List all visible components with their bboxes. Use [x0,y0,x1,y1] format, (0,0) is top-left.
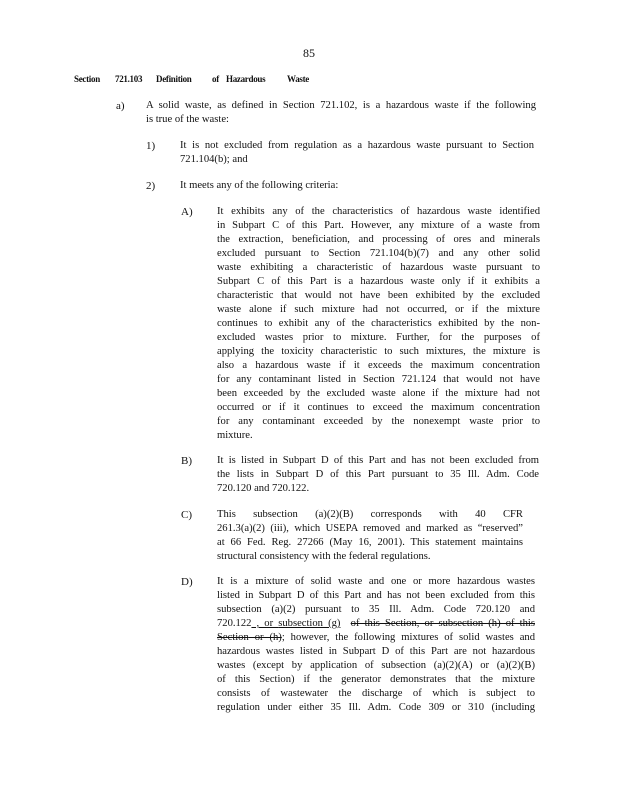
text-line: 720.120 and 720.122. [217,483,310,494]
text-line: It is not excluded from regulation as a hazardous waste pursuant to Section [180,140,534,151]
item-A-text [217,205,540,443]
text-line: at 66 Fed. Reg. 27266 (May 16, 2001). This statement maintains [217,537,523,548]
text-line: continues to exhibit any of the characteristics exhibited by the non- [217,318,540,329]
text-line: subsection (a)(2) pursuant to 35 Ill. Adm. Code 720.120 and [217,604,535,615]
text-line: is true of the waste: [146,114,229,125]
item-A-marker: A) [181,206,193,218]
text-line: Subpart C of this Part is a hazardous waste only if it exhibits a [217,276,540,287]
text-line: the lists in Subpart D of this Part pursuant to 35 Ill. Adm. Code [217,469,539,480]
title-word-2: of [212,74,219,84]
text-line: for any contaminant listed in Section 721.124 that would not have [217,374,540,385]
subsection-a-text [146,99,536,127]
item-C-marker: C) [181,509,192,521]
text-line: listed in Subpart D of this Part and has not been excluded from this [217,590,535,601]
text-line: of this Section) if the generator demonstrates that the mixture [217,674,535,685]
title-word-4: Waste [287,74,309,84]
text-line: excluded pursuant to Section 721.104(b)(7) and any other solid [217,248,540,259]
item-2-marker: 2) [146,180,156,192]
text-line: 261.3(a)(2) (iii), which USEPA removed and marked as “reserved” [217,523,523,534]
item-D-text [217,575,535,715]
page-number: 85 [303,46,315,60]
text-run: 720.122 [217,618,252,629]
text-line: structural consistency with the federal regulations. [217,551,431,562]
text-line: waste exhibiting a characteristic of hazardous waste pursuant to [217,262,540,273]
text-line: It exhibits any of the characteristics of hazardous waste identified [217,206,540,217]
text-line: mixture. [217,430,253,441]
text-line: This subsection (a)(2)(B) corresponds with 40 CFR [217,509,523,520]
text-line: occurred or if it continues to exceed the maximum concentration [217,402,540,413]
text-line: also a hazardous waste if it exceeds the maximum concentration [217,360,540,371]
section-label: Section [74,74,100,84]
text-line: waste alone if such mixture had not occurred, or if the mixture [217,304,540,315]
text-line: It meets any of the following criteria: [180,180,339,191]
item-B-marker: B) [181,455,192,467]
text-line: consists of wastewater the discharge of which is subject to [217,688,535,699]
text-line: in Subpart C of this Part. However, any mixture of a waste from [217,220,540,231]
item-1-marker: 1) [146,140,156,152]
item-C-text [217,508,523,564]
inserted-text: subsection (g) [278,618,341,629]
item-D-marker: D) [181,576,193,588]
text-line: the extraction, beneficiation, and processing of ores and minerals [217,234,540,245]
inserted-text: , or [251,618,279,629]
text-line: excluded wastes prior to mixture. Further, for the purposes of [217,332,540,343]
subsection-a-marker: a) [116,100,125,112]
text-line-amended [217,617,535,631]
deleted-text: Section [217,632,249,643]
item-B-text [217,454,539,496]
item-1-text [180,139,534,167]
text-line: applying the toxicity characteristic to such mixtures, the mixture is [217,346,540,357]
text-line: characteristic that would not have been exhibited by the excluded [217,290,540,301]
text-line: 721.104(b); and [180,154,248,165]
section-number: 721.103 [115,74,143,84]
text-line: wastes (except by application of subsection (a)(2)(A) or (a)(2)(B) [217,660,535,671]
text-line: regulation under either 35 Ill. Adm. Code 309 or 310 (including [217,702,535,713]
deleted-text: or (h) [248,632,282,643]
title-word-3: Hazardous [226,74,266,84]
text-line: hazardous wastes listed in Subpart D of this Part are not hazardous [217,646,535,657]
text-line: been exceeded by the excluded waste alone if the mixture had not [217,388,540,399]
text-line: It is listed in Subpart D of this Part and has not been excluded from [217,455,539,466]
title-word-1: Definition [156,74,192,84]
text-line: A solid waste, as defined in Section 721.102, is a hazardous waste if the following [146,100,536,111]
text-line-amended [217,631,535,645]
text-line: for any contaminant exceeded by the nonexempt waste prior to [217,416,540,427]
item-2-text [180,179,534,193]
deleted-text: of this Section, or subsection (h) of this [350,618,535,629]
text-run: ; however, the following mixtures of solid wastes and [281,632,535,643]
text-line: It is a mixture of solid waste and one or more hazardous wastes [217,576,535,587]
